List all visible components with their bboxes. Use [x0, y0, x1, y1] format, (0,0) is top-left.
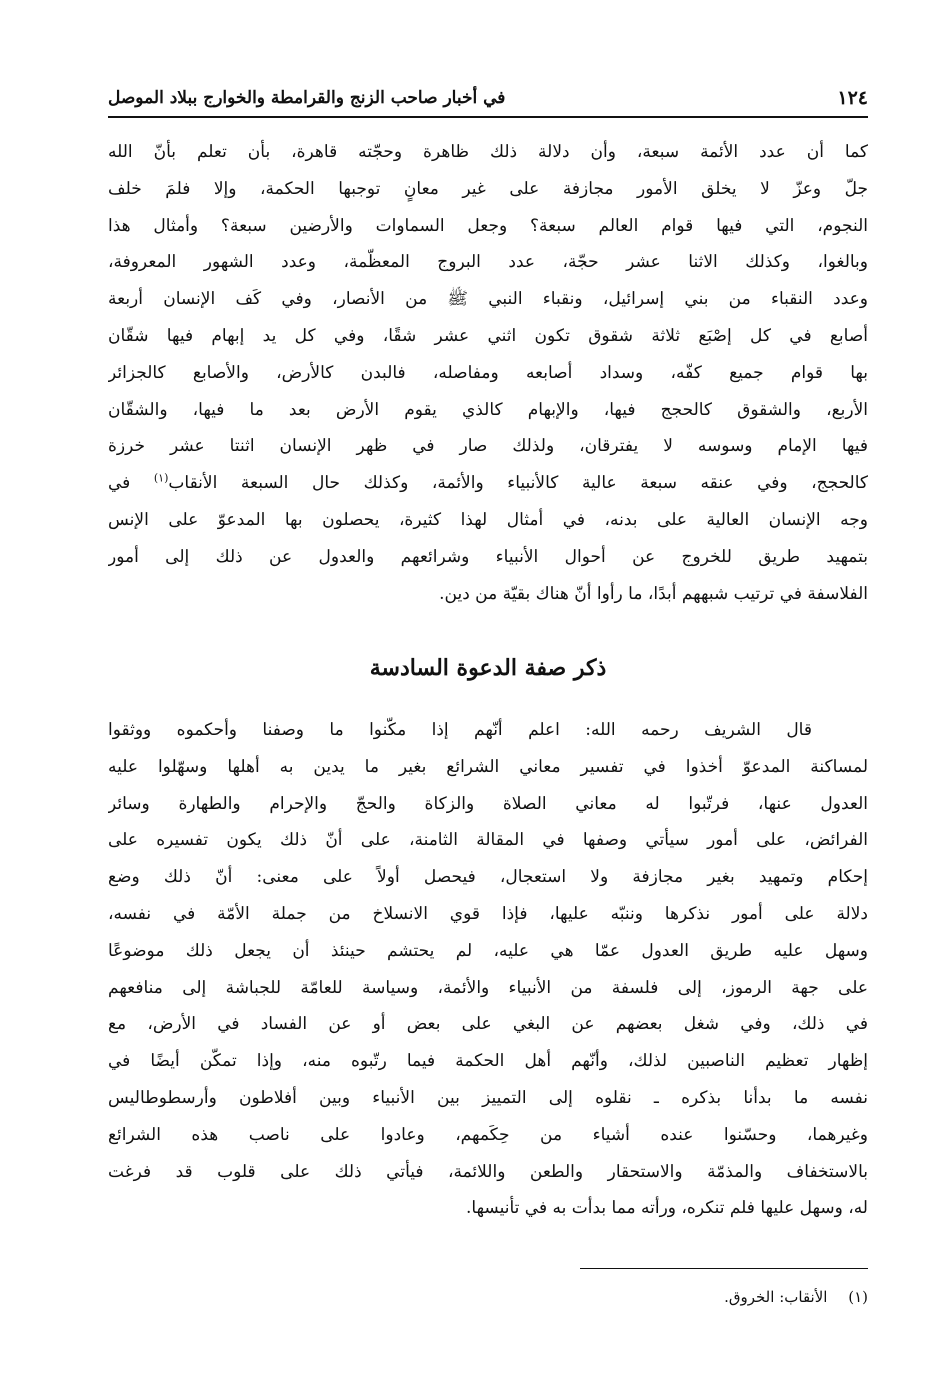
text-line: الفلاسفة في ترتيب شبههم أبدًا، ما رأوا أنّ هناك بقيّة من دين. [439, 583, 868, 604]
text-line: لمساكنة المدعوّ أخذوا في تفسير معاني الشرائع بغير ما يدين به أهلها وسهّلوا عليه [108, 756, 868, 777]
running-title: في أخبار صاحب الزنج والقرامطة والخوارج ببلاد الموصل [108, 88, 506, 108]
text-line: فيها الإمام وسوسه لا يفترقان، ولذلك صار في ظهر الإنسان اثنتا عشر خرزة [108, 436, 868, 457]
text-line: كما أن عدد الأئمة سبعة، وأن دلالة ذلك ظاهرة وحجّته قاهرة، بأن تعلم بأنّ الله [108, 142, 868, 162]
text-line: الأربع، والشقوق كالحجج فيها، والإبهام كالذي يقوم الأرض بعد ما فيها، والشقّان [108, 399, 868, 420]
text-line: في ذلك، وفي شغل بعضهم عن البغي على بعض أو عن الفساد في الأرض، مع [108, 1014, 868, 1035]
text-line: أصابع في كل إصْبَع ثلاثة شقوق تكون اثني عشر شقًا، وفي كل يد إبهام فيها شقّان [108, 325, 868, 346]
text-line: النجوم، التي فيها قوام العالم سبعة؟ وجعل السماوات والأرضين سبعة؟ وأمثال هذا [108, 215, 868, 236]
footnote-reference[interactable]: (١) [153, 471, 169, 485]
text-line: العدول عنها، فرتّبوا له معاني الصلاة والزكاة والحجّ والإحرام والطهارة وسائر [108, 793, 868, 814]
footnote-text: الأنقاب: الخروق. [724, 1288, 828, 1306]
page-number: ١٢٤ [837, 87, 868, 109]
section-heading: ذكر صفة الدعوة السادسة [369, 655, 607, 681]
paragraph-1 [108, 134, 868, 612]
text-line: جلّ وعزّ لا يخلق الأمور مجازفة على غير معانٍ توجبها الحكمة، وإلا فلمَ خلف [108, 178, 868, 199]
text-line: نفسه ما بدأنا بذكره ـ نقلوه إلى التمييز بين الأنبياء وبين أفلاطون وأرسطوطاليس [108, 1087, 868, 1108]
text-line-with-footnote-ref [108, 465, 868, 502]
text-line: وغيرهما، وحسّنوا عنده أشياء من حِكَمهم، وعادوا على ناصب هذه الشرائع [108, 1124, 868, 1145]
text-line: بها قوام جميع كفّه، وسداد أصابعه ومفاصله، فالبدن كالأرض، والأصابع كالجزائر [108, 362, 868, 383]
line-text-before-ref: كالحجج، وفي عنقه سبعة عالية كالأنبياء والأئمة، وكذلك حال السبعة الأنقاب [168, 473, 868, 494]
footnote-number: (١) [848, 1288, 868, 1306]
paragraph-2 [108, 712, 868, 1227]
text-line: وسهل عليه طريق العدول عمّا هي عليه، لم يحتشم حينئذ أن يجعل ذلك موضوعًا [108, 940, 868, 961]
footnote [108, 1284, 868, 1310]
header-rule [108, 116, 868, 118]
text-line: بتمهيد طريق للخروج عن أحوال الأنبياء وشرائعهم والعدول عن ذلك إلى أمور [108, 546, 868, 567]
text-line: دلالة على أمور نذكرها وننبّه عليها، فإذا قوي الانسلاخ من جملة الأمّة في نفسه، [108, 903, 868, 924]
line-text-after-ref: في [108, 473, 154, 494]
text-line: له، وسهل عليها فلم تنكره، ورأته مما بدأت به في تأنيسها. [466, 1198, 868, 1219]
text-line: وعدد النقباء من بني إسرائيل، ونقباء النبي ﷺ من الأنصار، وفي كَف الإنسان أربعة [108, 289, 868, 310]
running-header [108, 78, 868, 110]
text-line: وجه الإنسان العالية على بدنه، في أمثال لهذا كثيرة، يحصلون بها المدعوّ على الإنس [108, 509, 868, 530]
text-line: على جهة الرموز، إلى فلسفة من الأنبياء والأئمة، وسياسة للعامّة للجباشة إلى منافعهم [108, 977, 868, 998]
text-line: بالاستخفاف والمذمّة والاستحقار والطعن واللائمة، فيأتي ذلك على قلوب قد فرغت [108, 1161, 868, 1182]
text-line: وبالغوا، وكذلك الاثنا عشر حجّة، عدد البروج المعظّمة، وعدد الشهور المعروفة، [108, 252, 868, 273]
text-line: قال الشريف رحمه الله: اعلم أنّهم إذا مكّنوا ما وصفنا وأحكموه ووثقوا [108, 720, 812, 740]
text-line: إظهار تعظيم الناصبين لذلك، وأنّهم أهل الحكمة فيما رتّبوه منه، وإذا تمكّن أيضًا في [108, 1051, 868, 1072]
footnote-rule [580, 1268, 868, 1269]
text-line: الفرائض، على أمور سيأتي وصفها في المقالة الثامنة، على أنّ ذلك يكون تفسيره على [108, 830, 868, 851]
text-line: إحكام وتمهيد بغير مجازفة ولا استعجال، فيحصل أولاً على معنى: أنّ ذلك وضع [108, 867, 868, 888]
